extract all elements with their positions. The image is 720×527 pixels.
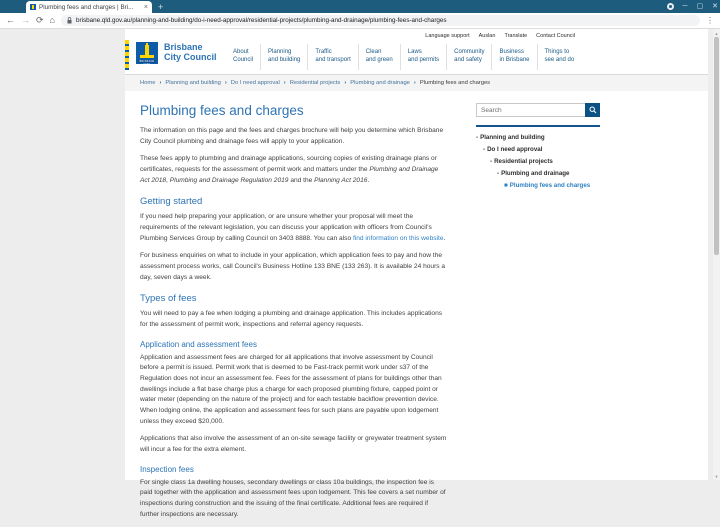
- site-favicon-icon: [30, 4, 36, 10]
- chevron-right-icon: ›: [413, 80, 416, 86]
- nav-item-business-in-brisbane[interactable]: Business in Brisbane: [491, 44, 536, 70]
- utility-links: [125, 29, 585, 40]
- site-container: [125, 29, 708, 518]
- nav-item-things-to-see-and-do[interactable]: Things to see and do: [537, 44, 582, 70]
- utility-link-auslan[interactable]: Auslan: [478, 33, 496, 39]
- nav-item-clean-and-green[interactable]: Clean and green: [358, 44, 400, 70]
- section-navigation: [476, 134, 600, 189]
- refresh-button[interactable]: ⟳: [36, 15, 44, 25]
- lock-icon: [67, 17, 72, 24]
- article: [140, 103, 448, 527]
- nav-item-about-council[interactable]: About Council: [233, 49, 254, 63]
- intro-paragraph-2: These fees apply to plumbing and drainage applications, sourcing copies of existing drainage plans or certificates, requests for the assessment of permit work and matters under the Plumbing and Drainage Act 2018, Plumbing and Drainage Regulation 2019 and the Planning Act 2016.: [140, 155, 439, 184]
- tree-item-plumbing-fees-and-charges[interactable]: ■ Plumbing fees and charges: [504, 182, 591, 189]
- forward-button[interactable]: →: [21, 15, 30, 25]
- browser-tab[interactable]: [26, 1, 152, 13]
- breadcrumb-residential-projects[interactable]: Residential projects: [289, 80, 341, 86]
- brand-stripe: [125, 40, 129, 70]
- window-close-button[interactable]: ✕: [712, 3, 718, 10]
- sidebar: [476, 103, 600, 527]
- search-button[interactable]: [585, 103, 600, 117]
- breadcrumb: [125, 75, 708, 91]
- nav-item-planning-and-building[interactable]: Planning and building: [260, 44, 307, 70]
- search-icon: [589, 106, 597, 114]
- browser-titlebar: [0, 0, 720, 13]
- subsection-heading-inspection-fees: Inspection fees: [140, 464, 194, 474]
- breadcrumb-planning-and-building[interactable]: Planning and building: [165, 80, 221, 86]
- scroll-down-icon[interactable]: ▼: [714, 473, 719, 479]
- nav-item-traffic-and-transport[interactable]: Traffic and transport: [307, 44, 357, 70]
- new-tab-button[interactable]: +: [158, 2, 164, 12]
- breadcrumb-home[interactable]: Home: [140, 80, 156, 86]
- breadcrumb-do-i-need-approval[interactable]: Do I need approval: [230, 80, 280, 86]
- window-minimize-button[interactable]: ─: [682, 3, 688, 10]
- page-title: Plumbing fees and charges: [140, 103, 304, 118]
- inspection-fees-paragraph: For single class 1a dwelling houses, secondary dwellings or class 10a buildings, the inspection fee is paid together with the application and assessment fees upon lodgement. This fee covers a set number of inspections during construction and the issuing of the final certificate. Additional fees are required if further inspections are necessary.: [140, 478, 446, 518]
- getting-started-paragraph-2: For business enquiries on what to include in your application, which application fees to pay and how the assessment process works, call Council's Business Hotline 133 BNE (133 263). It is available 24 hours a day, seven days a week.: [140, 252, 446, 281]
- getting-started-paragraph-1: If you need help preparing your application, or are unsure whether your proposal will meet the requirements of the relevant legislation, you can discuss your application with officers from Council's Plumbing Services Group by calling Council on 3403 8888. You can also find information on this website.: [140, 213, 446, 242]
- application-fees-paragraph-1: Application and assessment fees are charged for all applications that involve assessment by Council before a permit is issued. Permit work that is deemed to be Fast-track permit work under s37 of the Regulation does not incur an assessment fee. Fees for the assessment of plans for buildings other than dwellings include a flat base charge plus a charge for each proposed plumbing fixture, capped point or water meter (depending on the nature of the project) and for each testable backflow prevention device. When lodging online, the application and assessment fees for such plans are payable upon lodgement unless they exceed $20,000.: [140, 353, 442, 425]
- logo-text[interactable]: Brisbane City Council: [164, 42, 217, 62]
- tree-item-plumbing-and-drainage[interactable]: - Plumbing and drainage: [497, 170, 570, 177]
- scroll-up-icon[interactable]: ▲: [714, 30, 719, 36]
- chevron-right-icon: ›: [344, 80, 347, 86]
- window-maximize-button[interactable]: ▢: [696, 3, 704, 10]
- search-input[interactable]: [476, 103, 585, 117]
- scrollbar-thumb[interactable]: [714, 37, 719, 255]
- tab-title: Plumbing fees and charges | Bri...: [39, 3, 134, 11]
- back-button[interactable]: ←: [6, 15, 15, 25]
- intro-paragraph-1: The information on this page and the fees and charges brochure will help you determine which Brisbane City Council plumbing and drainage fees will apply to your application.: [140, 127, 444, 145]
- site-header: [125, 29, 708, 75]
- page-scrollbar[interactable]: [713, 29, 720, 480]
- council-logo[interactable]: [136, 42, 158, 64]
- nav-item-laws-and-permits[interactable]: Laws and permits: [400, 44, 446, 70]
- url-text: brisbane.qld.gov.au/planning-and-building/do-i-need-approval/residential-projects/plumbing-and-drainage/plumbing-fees-and-charges: [75, 17, 447, 24]
- tree-item-do-i-need-approval[interactable]: - Do I need approval: [483, 146, 543, 153]
- chevron-right-icon: ›: [283, 80, 286, 86]
- tab-close-icon[interactable]: ×: [143, 3, 148, 11]
- browser-menu-icon[interactable]: ⋮: [706, 16, 714, 25]
- tree-item-planning-and-building[interactable]: - Planning and building: [476, 134, 545, 141]
- section-heading-types-of-fees: Types of fees: [140, 293, 197, 305]
- breadcrumb-plumbing-and-drainage[interactable]: Plumbing and drainage: [350, 80, 410, 86]
- utility-link-translate[interactable]: Translate: [504, 33, 528, 39]
- section-heading-getting-started: Getting started: [140, 196, 203, 208]
- tree-item-residential-projects[interactable]: - Residential projects: [490, 158, 553, 165]
- types-of-fees-paragraph: You will need to pay a fee when lodging a plumbing and drainage application. This includes applications for the assessment of permit work, inspections and referral agency requests.: [140, 310, 443, 329]
- address-bar[interactable]: [61, 15, 700, 26]
- sidebar-divider: [476, 125, 600, 127]
- utility-link-language-support[interactable]: Language support: [425, 33, 470, 39]
- nav-item-community-and-safety[interactable]: Community and safety: [446, 44, 491, 70]
- utility-link-contact-council[interactable]: Contact Council: [536, 33, 575, 39]
- find-information-link[interactable]: find information on this website: [352, 234, 444, 242]
- chevron-right-icon: ›: [159, 80, 162, 86]
- subsection-heading-application-fees: Application and assessment fees: [140, 339, 257, 349]
- application-fees-paragraph-2: Applications that also involve the assessment of an on-site sewage facility or greywater treatment system will incur a fee for the extra element.: [140, 435, 447, 454]
- chevron-right-icon: ›: [224, 80, 227, 86]
- page-viewport: [0, 29, 720, 518]
- main-navigation: [226, 44, 581, 70]
- browser-toolbar: [0, 13, 720, 29]
- logo-badge: BRISBANE CITY: [139, 60, 155, 66]
- profile-avatar[interactable]: [667, 3, 674, 10]
- breadcrumb-current: Plumbing fees and charges: [419, 80, 491, 86]
- home-button[interactable]: ⌂: [49, 15, 55, 25]
